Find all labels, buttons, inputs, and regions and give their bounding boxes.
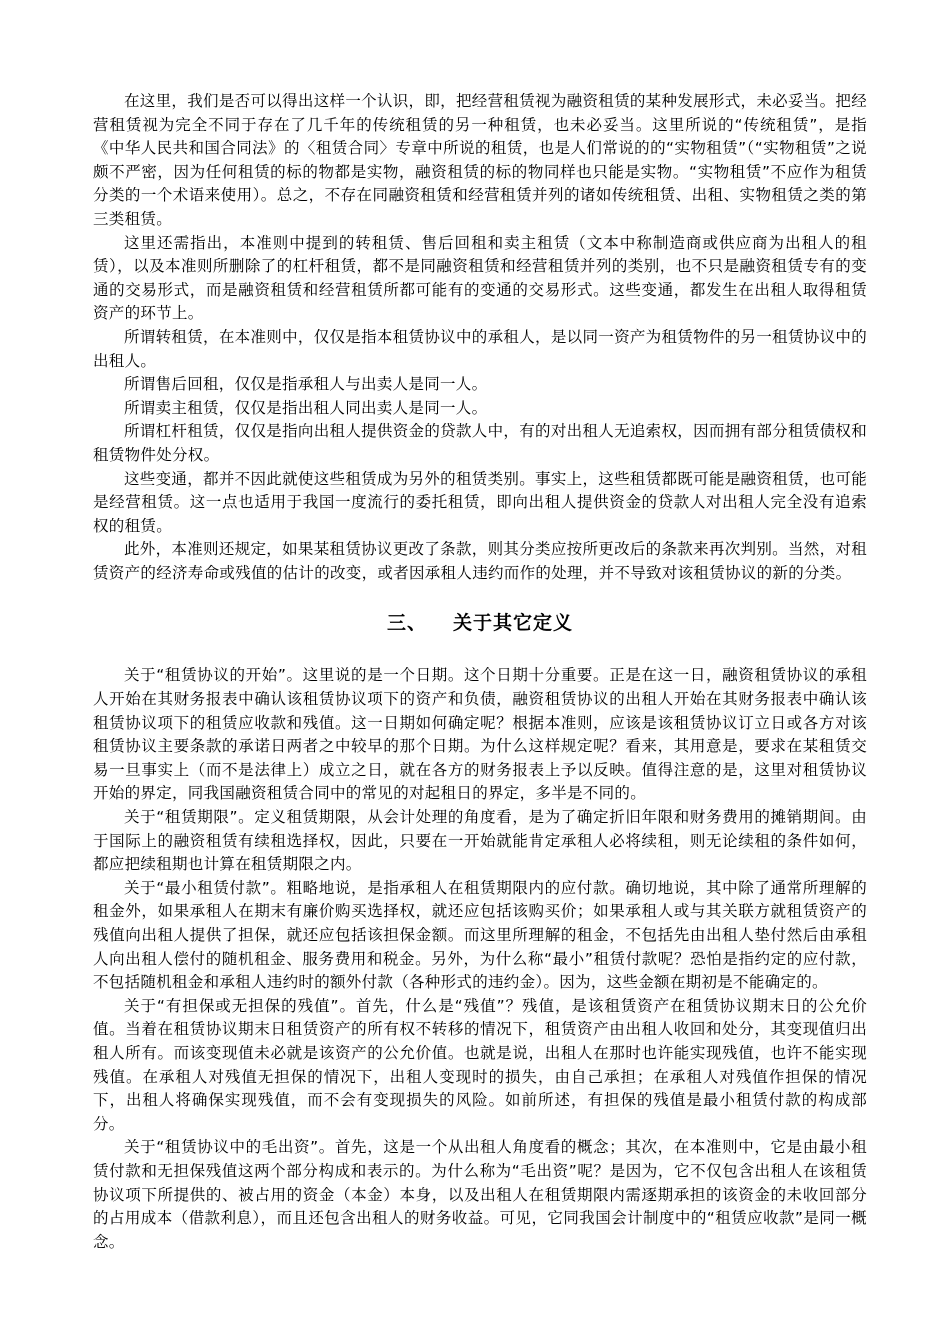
paragraph: 关于“租赁协议的开始”。这里说的是一个日期。这个日期十分重要。正是在这一日，融资租赁协议的承租人开始在其财务报表中确认该租赁协议项下的资产和负债，融资租赁协议的出租人开始在其财务报表中确认该租赁协议项下的租赁应收款和残值。这一日期如何确定呢？根据本准则，应该是该租赁协议订立日或各方对该租赁协议主要条款的承诺日两者之中较早的那个日期。为什么这样规定呢？看来，其用意是，要求在某租赁交易一旦事实上（而不是法律上）成立之日，就在各方的财务报表上予以反映。值得注意的是，这里对租赁协议开始的界定，同我国融资租赁合同中的常见的对起租日的界定，多半是不同的。: [93, 666, 867, 803]
paragraph: 关于“租赁期限”。定义租赁期限，从会计处理的角度看，是为了确定折旧年限和财务费用的摊销期间。由于国际上的融资租赁有续租选择权，因此，只要在一开始就能肯定承租人必将续租，则无论续租的条件如何，都应把续租期也计算在租赁期限之内。: [93, 808, 867, 874]
paragraph: 在这里，我们是否可以得出这样一个认识，即，把经营租赁视为融资租赁的某种发展形式，未必妥当。把经营租赁视为完全不同于存在了几千年的传统租赁的另一种租赁，也未必妥当。这里所说的“传统租赁”，是指《中华人民共和国合同法》的〈租赁合同〉专章中所说的租赁，也是人们常说的的“实物租赁”（“实物租赁”之说颇不严密，因为任何租赁的标的物都是实物，融资租赁的标的物同样也只能是实物。“实物租赁”不应作为租赁分类的一个术语来使用）。总之，不存在同融资租赁和经营租赁并列的诸如传统租赁、出租、实物租赁之类的第三类租赁。: [93, 92, 867, 228]
section-heading: [93, 610, 867, 636]
document-page: [93, 90, 867, 1254]
body-text-before: [93, 90, 867, 585]
paragraph: 此外，本准则还规定，如果某租赁协议更改了条款，则其分类应按所更改后的条款来再次判别。当然，对租赁资产的经济寿命或残值的估计的改变，或者因承租人违约而作的处理，并不导致对该租赁协议的新的分类。: [93, 540, 867, 582]
paragraph: 这里还需指出，本准则中提到的转租赁、售后回租和卖主租赁（文本中称制造商或供应商为出租人的租赁），以及本准则所删除了的杠杆租赁，都不是同融资租赁和经营租赁并列的类别，也不只是融资租赁专有的变通的交易形式，而是融资租赁和经营租赁所都可能有的变通的交易形式。这些变通，都发生在出租人取得租赁资产的环节上。: [93, 233, 867, 323]
paragraph: 所谓转租赁，在本准则中，仅仅是指本租赁协议中的承租人，是以同一资产为租赁物件的另一租赁协议中的出租人。: [93, 327, 867, 370]
section-title: 关于其它定义: [453, 612, 574, 635]
paragraph: 所谓杠杆租赁，仅仅是指向出租人提供资金的贷款人中，有的对出租人无追索权，因而拥有部分租赁债权和租赁物件处分权。: [93, 422, 867, 464]
body-text-after: [93, 664, 867, 1254]
section-number: 三、: [386, 612, 427, 635]
paragraph: 所谓卖主租赁，仅仅是指出租人同出卖人是同一人。: [124, 398, 488, 417]
paragraph: 关于“租赁协议中的毛出资”。首先，这是一个从出租人角度看的概念；其次，在本准则中，它是由最小租赁付款和无担保残值这两个部分构成和表示的。为什么称为“毛出资”呢？是因为，它不仅包含出租人在该租赁协议项下所提供的、被占用的资金（本金）本身，以及出租人在租赁期限内需逐期承担的该资金的未收回部分的占用成本（借款利息），而且还包含出租人的财务收益。可见，它同我国会计制度中的“租赁应收款”是同一概念。: [93, 1138, 867, 1251]
paragraph: 关于“有担保或无担保的残值”。首先，什么是“残值”？残值，是该租赁资产在租赁协议期末日的公允价值。当着在租赁协议期末日租赁资产的所有权不转移的情况下，租赁资产由出租人收回和处分，其变现值归出租人所有。而该变现值未必就是该资产的公允价值。也就是说，出租人在那时也许能实现残值，也许不能实现残值。在承租人对残值无担保的情况下，出租人变现时的损失，由自己承担；在承租人对残值作担保的情况下，出租人将确保实现残值，而不会有变现损失的风险。如前所述，有担保的残值是最小租赁付款的构成部分。: [93, 996, 867, 1133]
paragraph: 这些变通，都并不因此就使这些租赁成为另外的租赁类别。事实上，这些租赁都既可能是融资租赁，也可能是经营租赁。这一点也适用于我国一度流行的委托租赁，即向出租人提供资金的贷款人对出租人完全没有追索权的租赁。: [93, 469, 867, 535]
paragraph: 所谓售后回租，仅仅是指承租人与出卖人是同一人。: [124, 375, 488, 394]
paragraph: 关于“最小租赁付款”。粗略地说，是指承租人在租赁期限内的应付款。确切地说，其中除了通常所理解的租金外，如果承租人在期末有廉价购买选择权，就还应包括该购买价；如果承租人或与其关联方就租赁资产的残值向出租人提供了担保，就还应包括该担保金额。而这里所理解的租金，不包括先由出租人垫付然后由承租人向出租人偿付的随机租金、服务费用和税金。另外，为什么称“最小”租赁付款呢？恐怕是指约定的应付款，不包括随机租金和承租人违约时的额外付款（各种形式的违约金）。因为，这些金额在期初是不能确定的。: [93, 878, 867, 992]
